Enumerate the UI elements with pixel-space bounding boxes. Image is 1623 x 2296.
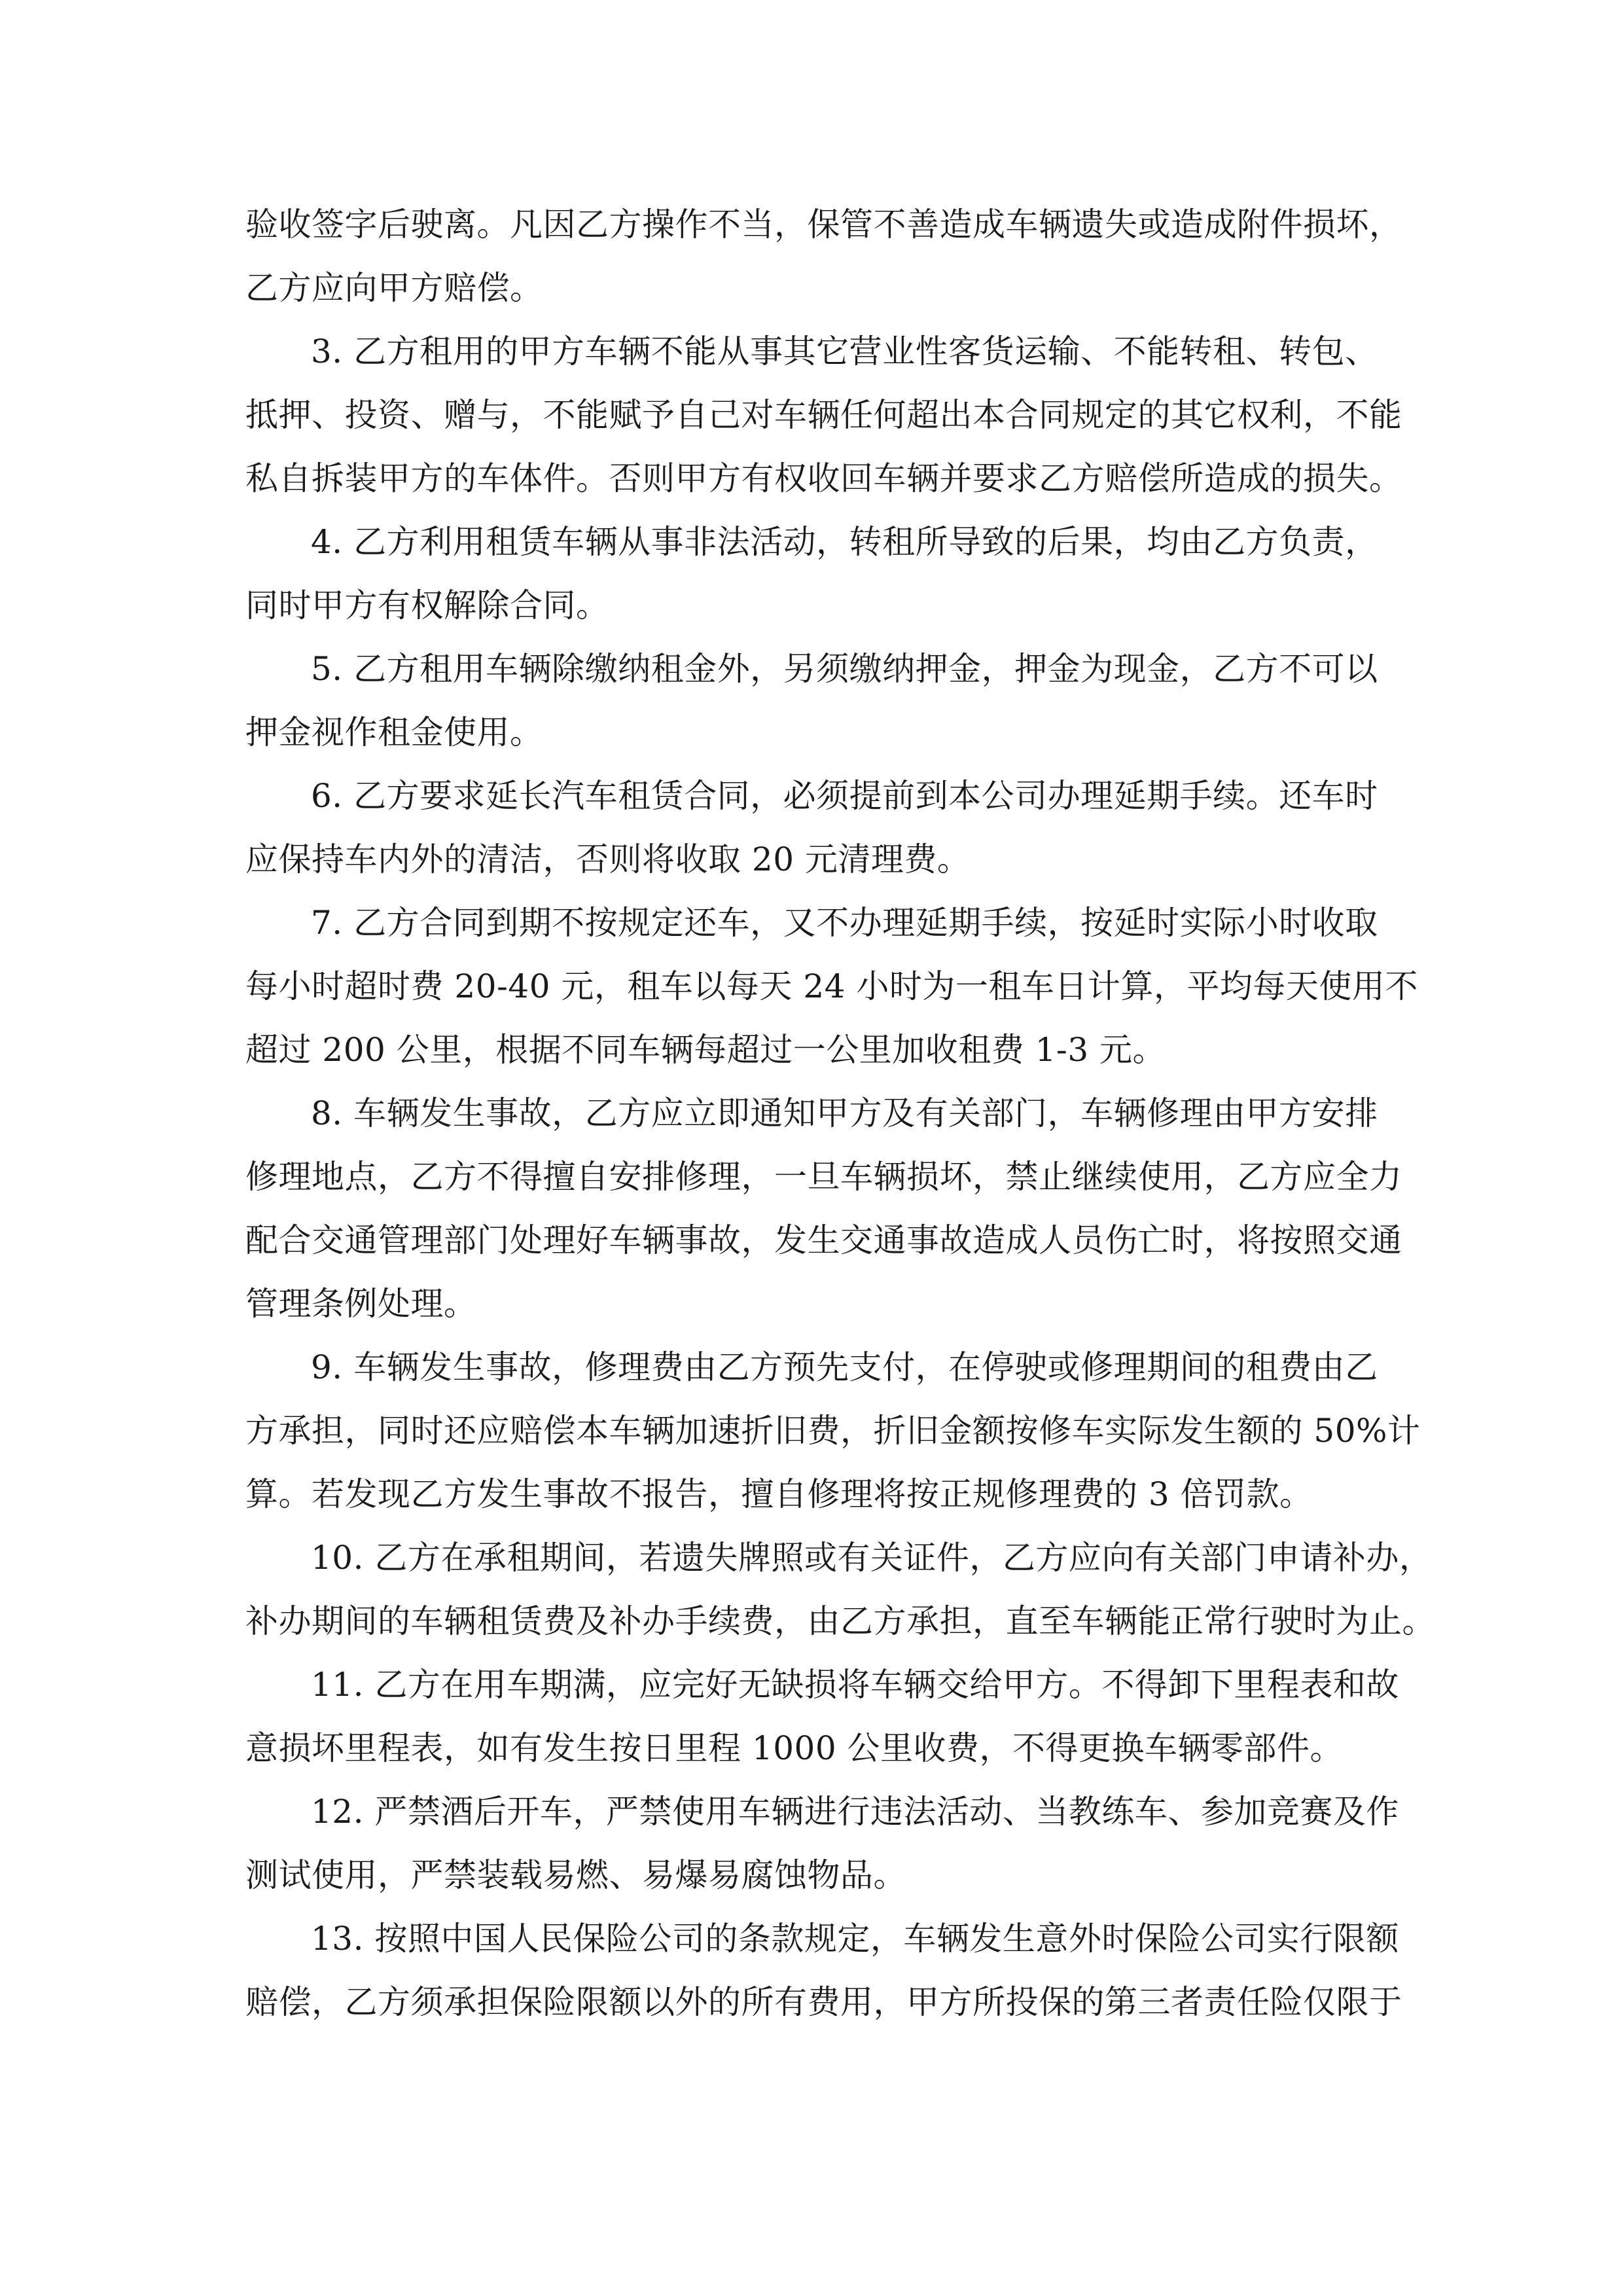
text-line: 意损坏里程表，如有发生按日里程 1000 公里收费，不得更换车辆零部件。 [245,1729,1344,1767]
clause-3 [245,320,1402,511]
text-line: 测试使用，严禁装载易燃、易爆易腐蚀物品。 [245,1856,906,1894]
text-line: 修理地点，乙方不得擅自安排修理，一旦车辆损坏，禁止继续使用，乙方应全力 [245,1158,1402,1196]
text-line: 10. 乙方在承租期间，若遗失牌照或有关证件，乙方应向有关部门申请补办， [311,1539,1433,1577]
document-body [245,193,1435,2034]
clause-9 [245,1336,1421,1526]
clause-5 [245,637,1387,764]
clause-10 [245,1526,1435,1653]
text-line: 11. 乙方在用车期满，应完好无缺损将车辆交给甲方。不得卸下里程表和故 [311,1666,1399,1704]
text-line: 管理条例处理。 [245,1285,477,1323]
text-line: 每小时超时费 20-40 元，租车以每天 24 小时为一租车日计算，平均每天使用不 [245,967,1418,1005]
text-line: 抵押、投资、赠与，不能赋予自己对车辆任何超出本合同规定的其它权利，不能 [245,396,1402,434]
text-line: 6. 乙方要求延长汽车租赁合同，必须提前到本公司办理延期手续。还车时 [311,777,1378,815]
text-line: 私自拆装甲方的车体件。否则甲方有权收回车辆并要求乙方赔偿所造成的损失。 [245,459,1402,497]
text-line: 算。若发现乙方发生事故不报告，擅自修理将按正规修理费的 3 倍罚款。 [245,1475,1313,1513]
text-line: 赔偿，乙方须承担保险限额以外的所有费用，甲方所投保的第三者责任险仅限于 [245,1983,1402,2021]
text-line: 7. 乙方合同到期不按规定还车，又不办理延期手续，按延时实际小时收取 [311,904,1378,942]
text-line: 同时甲方有权解除合同。 [245,586,609,624]
clause-11 [245,1653,1399,1780]
text-line: 5. 乙方租用车辆除缴纳租金外，另须缴纳押金，押金为现金，乙方不可以 [311,650,1378,688]
text-line: 配合交通管理部门处理好车辆事故，发生交通事故造成人员伤亡时，将按照交通 [245,1221,1402,1259]
text-line: 超过 200 公里，根据不同车辆每超过一公里加收租费 1-3 元。 [245,1031,1166,1069]
text-line: 3. 乙方租用的甲方车辆不能从事其它营业性客货运输、不能转租、转包、 [311,332,1378,370]
text-line: 8. 车辆发生事故，乙方应立即通知甲方及有关部门，车辆修理由甲方安排 [311,1094,1378,1132]
text-line: 12. 严禁酒后开车，严禁使用车辆进行违法活动、当教练车、参加竞赛及作 [311,1793,1399,1831]
clause-4 [245,511,1387,637]
text-line: 押金视作租金使用。 [245,713,543,751]
text-line: 补办期间的车辆租赁费及补办手续费，由乙方承担，直至车辆能正常行驶时为止。 [245,1602,1435,1640]
paragraph-continuation [245,193,1402,320]
text-line: 4. 乙方利用租赁车辆从事非法活动，转租所导致的后果，均由乙方负责， [311,523,1378,561]
clause-6 [245,764,1387,891]
text-line: 乙方应向甲方赔偿。 [245,269,543,307]
text-line: 方承担，同时还应赔偿本车辆加速折旧费，折旧金额按修车实际发生额的 50%计 [245,1412,1421,1450]
text-line: 验收签字后驶离。凡因乙方操作不当，保管不善造成车辆遗失或造成附件损坏， [245,206,1402,243]
clause-7 [245,891,1418,1082]
clause-12 [245,1780,1399,1907]
clause-8 [245,1082,1402,1336]
clause-13 [245,1907,1402,2034]
text-line: 9. 车辆发生事故，修理费由乙方预先支付，在停驶或修理期间的租费由乙 [311,1348,1378,1386]
text-line: 应保持车内外的清洁，否则将收取 20 元清理费。 [245,840,971,878]
text-line: 13. 按照中国人民保险公司的条款规定，车辆发生意外时保险公司实行限额 [311,1920,1399,1958]
